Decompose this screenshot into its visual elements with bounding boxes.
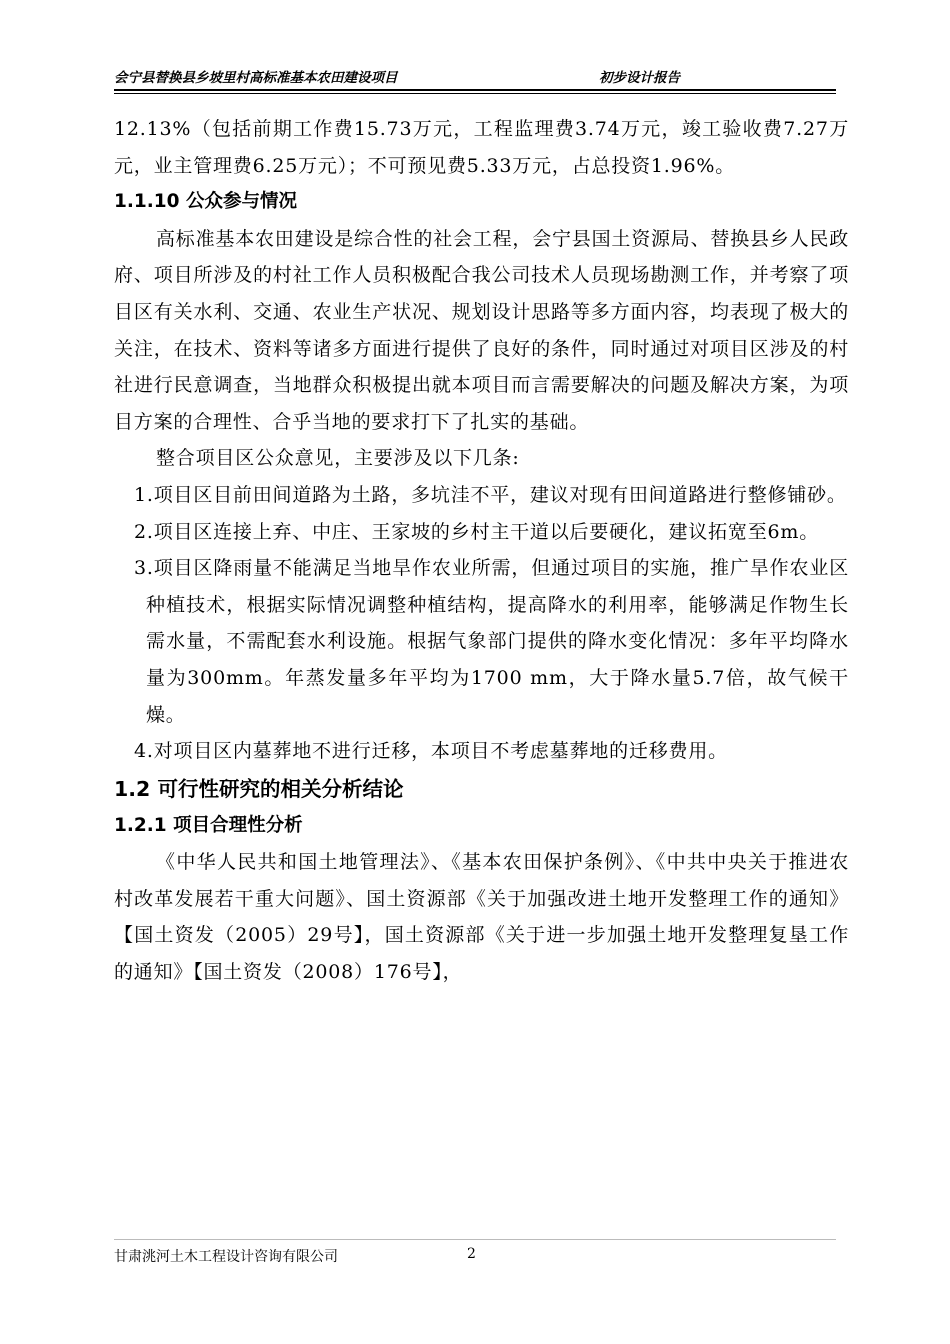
header-report-type: 初步设计报告 xyxy=(599,70,680,86)
opinion-item: 1.项目区目前田间道路为土路，多坑洼不平，建议对现有田间道路进行整修铺砂。 xyxy=(134,483,847,506)
cost-paragraph: 12.13%（包括前期工作费15.73万元，工程监理费3.74万元，竣工验收费7.27万元，业主管理费6.25万元）；不可预见费5.33万元，占总投资1.96%。 xyxy=(114,118,849,177)
opinions-intro: 整合项目区公众意见，主要涉及以下几条: xyxy=(156,447,520,470)
header-rule-thin xyxy=(114,93,836,94)
page-header xyxy=(114,66,836,88)
section-heading-public-participation: 1.1.10 公众参与情况 xyxy=(114,191,297,213)
page-number: 2 xyxy=(467,1246,476,1262)
header-rule-thick xyxy=(114,89,836,91)
footer-rule xyxy=(114,1239,836,1240)
document-body xyxy=(114,111,849,991)
footer-company-name: 甘肃洮河土木工程设计咨询有限公司 xyxy=(114,1249,338,1265)
opinion-item: 4.对项目区内墓葬地不进行迁移，本项目不考虑墓葬地的迁移费用。 xyxy=(134,740,728,763)
page-footer xyxy=(114,1246,836,1268)
rationality-paragraph: 《中华人民共和国土地管理法》、《基本农田保护条例》、《中共中央关于推进农村改革发展若干重大问题》、国土资源部《关于加强改进土地开发整理工作的通知》【国土资发（2005）29号】，国土资源部《关于进一步加强土地开发整理复垦工作的通知》【国土资发（2008）176号】， xyxy=(114,851,849,984)
public-participation-paragraph: 高标准基本农田建设是综合性的社会工程，会宁县国土资源局、替换县乡人民政府、项目所涉及的村社工作人员积极配合我公司技术人员现场勘测工作，并考察了项目区有关水利、交通、农业生产状况、规划设计思路等多方面内容，均表现了极大的关注，在技术、资料等诸多方面进行提供了良好的条件，同时通过对项目区涉及的村社进行民意调查，当地群众积极提出就本项目而言需要解决的问题及解决方案，为项目方案的合理性、合乎当地的要求打下了扎实的基础。 xyxy=(114,227,850,433)
section-heading-rationality: 1.2.1 项目合理性分析 xyxy=(114,814,303,836)
header-project-title: 会宁县替换县乡坡里村高标准基本农田建设项目 xyxy=(114,70,398,86)
opinion-item: 3.项目区降雨量不能满足当地旱作农业所需，但通过项目的实施，推广旱作农业区种植技术，根据实际情况调整种植结构，提高降水的利用率，能够满足作物生长需水量，不需配套水利设施。根据气象部门提供的降水变化情况：多年平均降水量为300mm。年蒸发量多年平均为1700 mm，大于降水量5.7倍，故气候干燥。 xyxy=(134,557,849,726)
opinion-item: 2.项目区连接上弃、中庄、王家坡的乡村主干道以后要硬化，建议拓宽至6m。 xyxy=(134,520,820,543)
section-heading-feasibility: 1.2 可行性研究的相关分析结论 xyxy=(114,776,404,801)
